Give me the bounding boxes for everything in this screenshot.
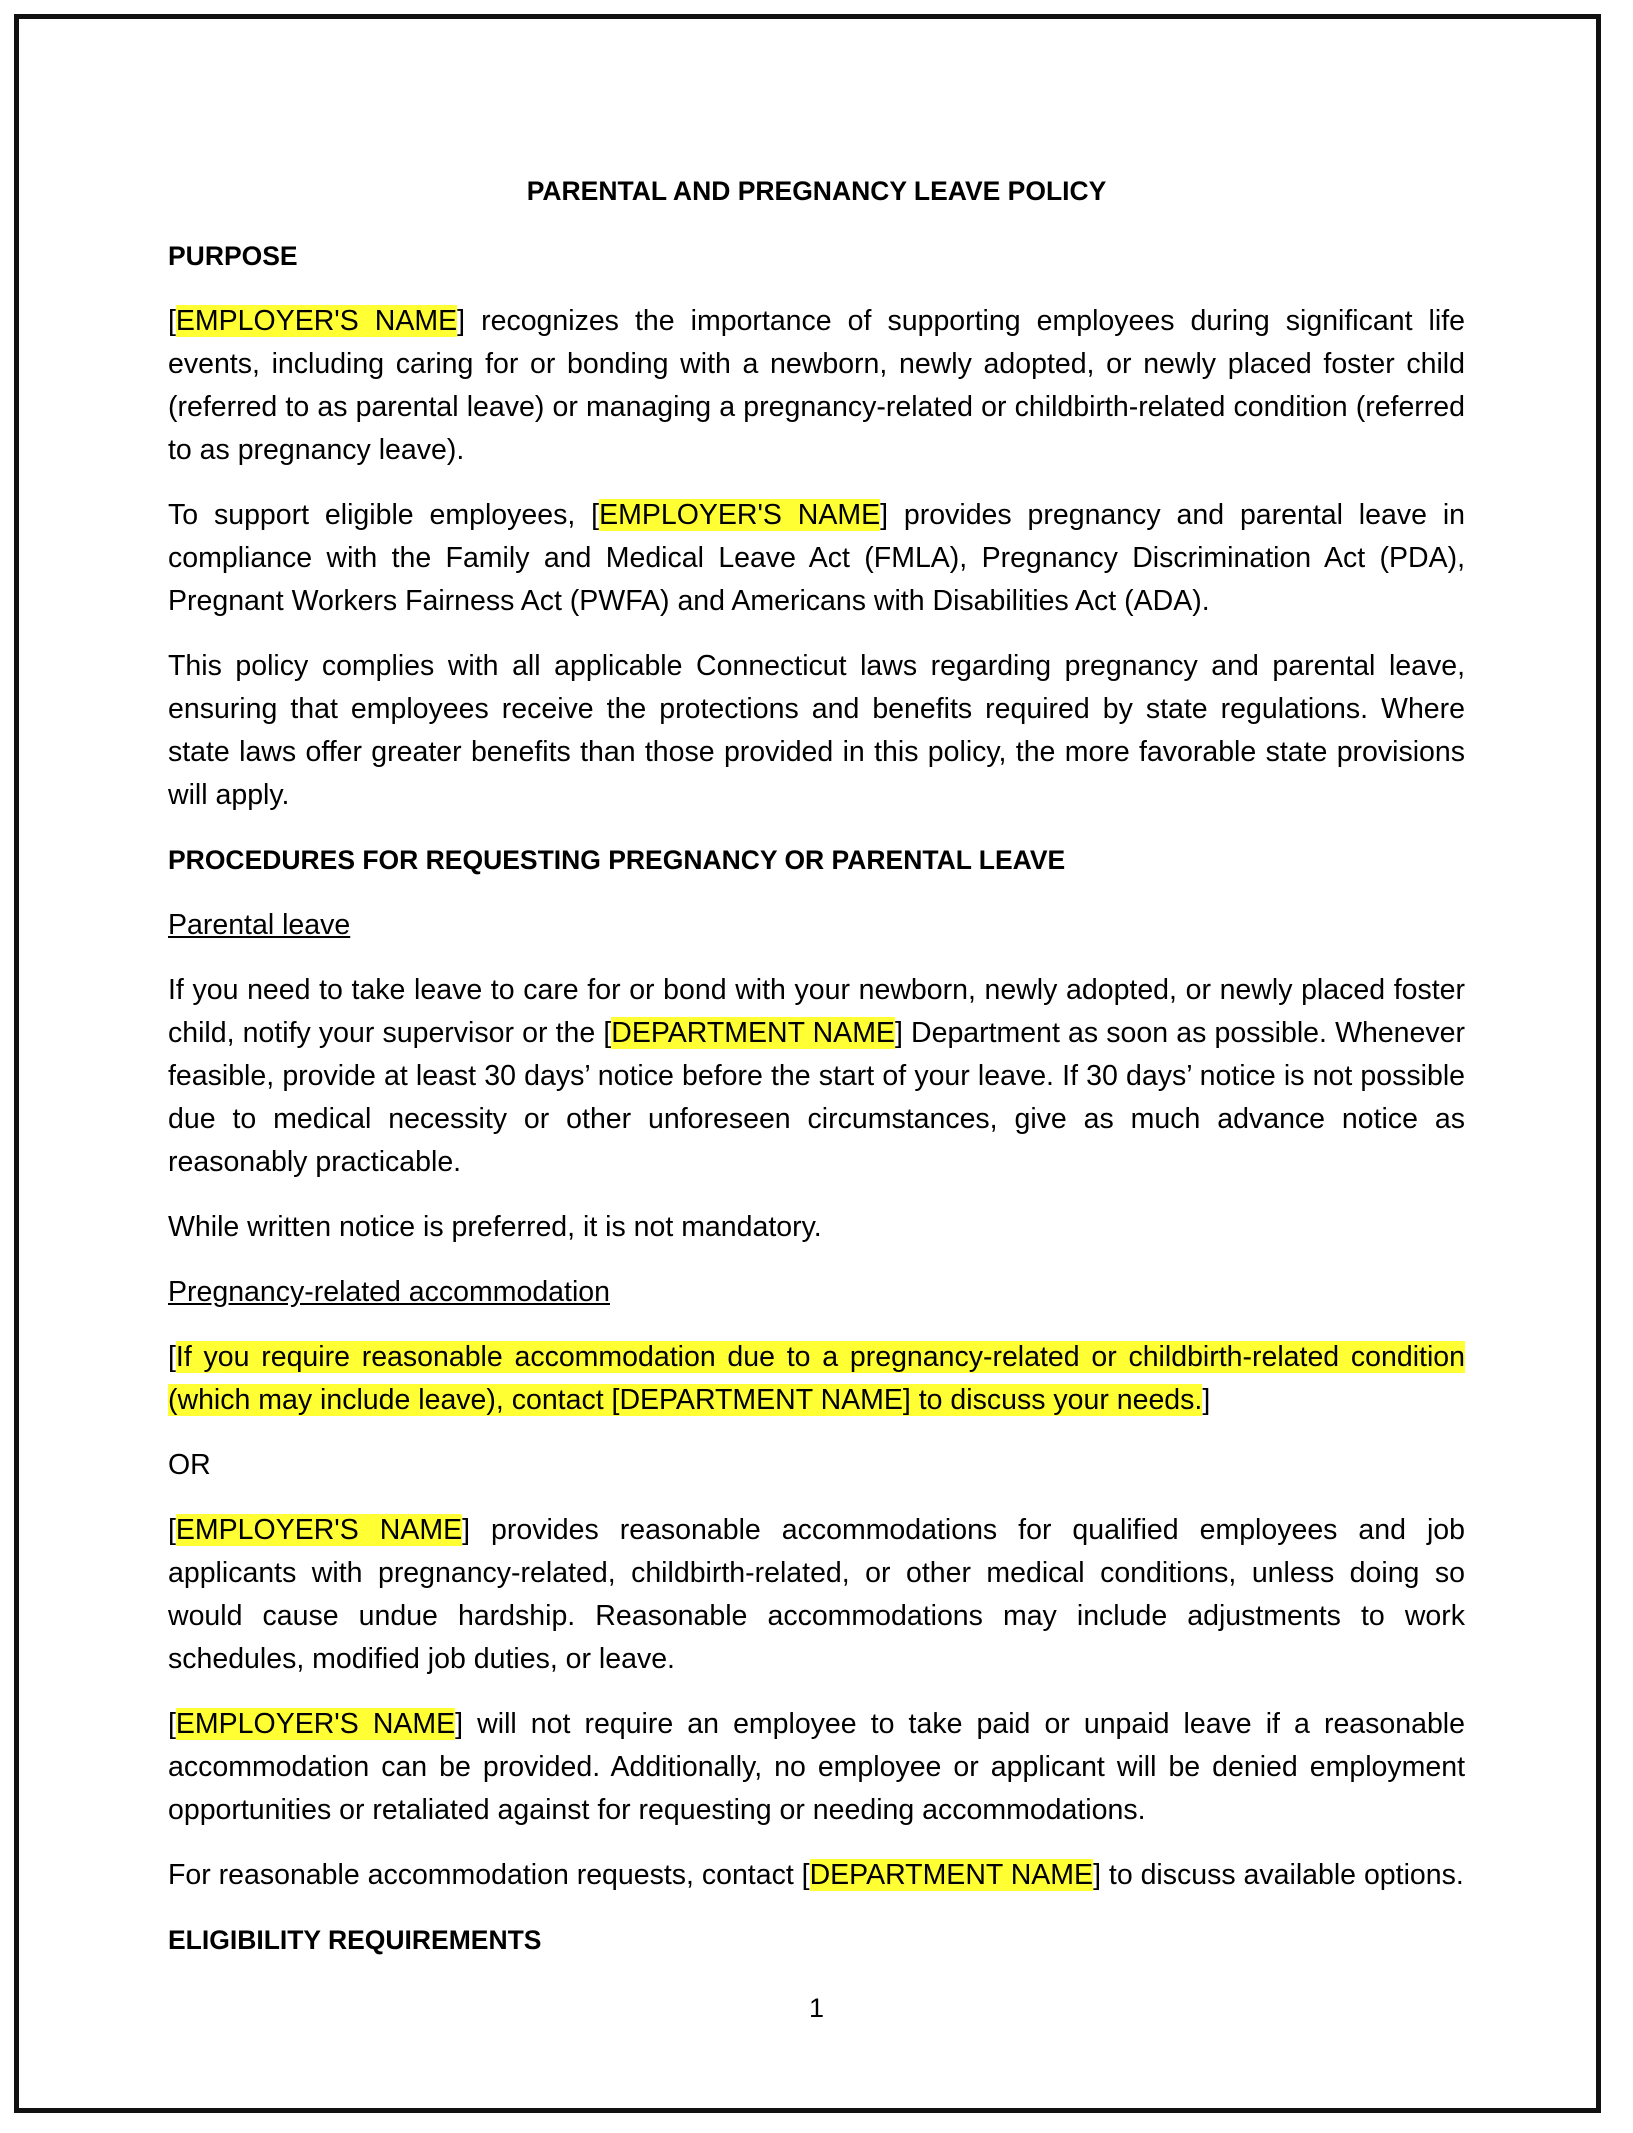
procedures-heading: PROCEDURES FOR REQUESTING PREGNANCY OR PARENTAL LEAVE (168, 845, 1066, 875)
pregnancy-paragraph-2 (168, 1509, 1465, 1681)
pregnancy-accommodation-subheading: Pregnancy-related accommodation (168, 1276, 610, 1308)
bracket: [ (168, 305, 176, 337)
purpose-paragraph-3: This policy complies with all applicable Connecticut laws regarding pregnancy and parental leave, ensuring that employees receive the protections and benefits required by state regulations. Where state laws offer greater benefits than those provided in this policy, the more favorable state provisions will apply. (168, 650, 1465, 811)
employer-name-placeholder: EMPLOYER'S NAME (175, 1514, 463, 1546)
document-body (168, 170, 1465, 1984)
pregnancy-paragraph-4 (168, 1854, 1465, 1897)
employer-name-placeholder: EMPLOYER'S NAME (599, 499, 881, 531)
bracket: [ (168, 1341, 176, 1373)
pregnancy-paragraph-3 (168, 1703, 1465, 1832)
parental-leave-subheading: Parental leave (168, 909, 351, 941)
paragraph-text: ] Department as soon as possible. Whenever feasible, provide at least 30 days’ notice before the start of your leave. If 30 days’ notice is not possible due to medical necessity or other unforeseen circumstances, give as much advance notice as reasonably practicable. (168, 1017, 1465, 1178)
parental-leave-paragraph-2: While written notice is preferred, it is not mandatory. (168, 1211, 822, 1243)
pregnancy-option-1 (168, 1336, 1465, 1422)
department-name-placeholder: DEPARTMENT NAME (809, 1859, 1094, 1891)
optional-clause-placeholder: If you require reasonable accommodation due to a pregnancy-related or childbirth-related condition (which may include leave), contact [DEPARTMENT NAME] to discuss your needs. (168, 1341, 1465, 1416)
or-separator: OR (168, 1449, 211, 1481)
paragraph-text: ] provides pregnancy and parental leave in compliance with the Family and Medical Leave Act (FMLA), Pregnancy Discrimination Act (PDA), Pregnant Workers Fairness Act (PWFA) and Americans with Disabilities Act (ADA). (168, 499, 1466, 617)
paragraph-text: ] recognizes the importance of supporting employees during significant life events, including caring for or bonding with a newborn, newly adopted, or newly placed foster child (referred to as parental leave) or managing a pregnancy-related or childbirth-related condition (referred to as pregnancy leave). (168, 305, 1465, 466)
paragraph-text: To support eligible employees, [ (168, 499, 600, 531)
document-title: PARENTAL AND PREGNANCY LEAVE POLICY (526, 176, 1107, 206)
employer-name-placeholder: EMPLOYER'S NAME (175, 305, 458, 337)
purpose-paragraph-1 (168, 300, 1465, 472)
purpose-heading: PURPOSE (168, 241, 298, 271)
eligibility-heading: ELIGIBILITY REQUIREMENTS (168, 1925, 542, 1955)
employer-name-placeholder: EMPLOYER'S NAME (175, 1708, 456, 1740)
bracket: ] (1202, 1384, 1211, 1416)
bracket: [ (168, 1514, 176, 1546)
parental-leave-paragraph-1 (168, 969, 1465, 1184)
paragraph-text: ] will not require an employee to take paid or unpaid leave if a reasonable accommodation can be provided. Additionally, no employee or applicant will be denied employment opportunities or retaliated against for requesting or needing accommodations. (168, 1708, 1465, 1826)
paragraph-text: ] to discuss available options. (1093, 1859, 1464, 1891)
paragraph-text: ] provides reasonable accommodations for qualified employees and job applicants with pregnancy-related, childbirth-related, or other medical conditions, unless doing so would cause undue hardship. Reasonable accommodations may include adjustments to work schedules, modified job duties, or leave. (168, 1514, 1465, 1675)
paragraph-text: For reasonable accommodation requests, contact [ (168, 1859, 810, 1891)
department-name-placeholder: DEPARTMENT NAME (611, 1017, 895, 1049)
page-number: 1 (808, 1993, 825, 2023)
bracket: [ (168, 1708, 176, 1740)
purpose-paragraph-2 (168, 494, 1465, 623)
paragraph-text: If you need to take leave to care for or bond with your newborn, newly adopted, or newly placed foster child, notify your supervisor or the [ (168, 974, 1465, 1049)
